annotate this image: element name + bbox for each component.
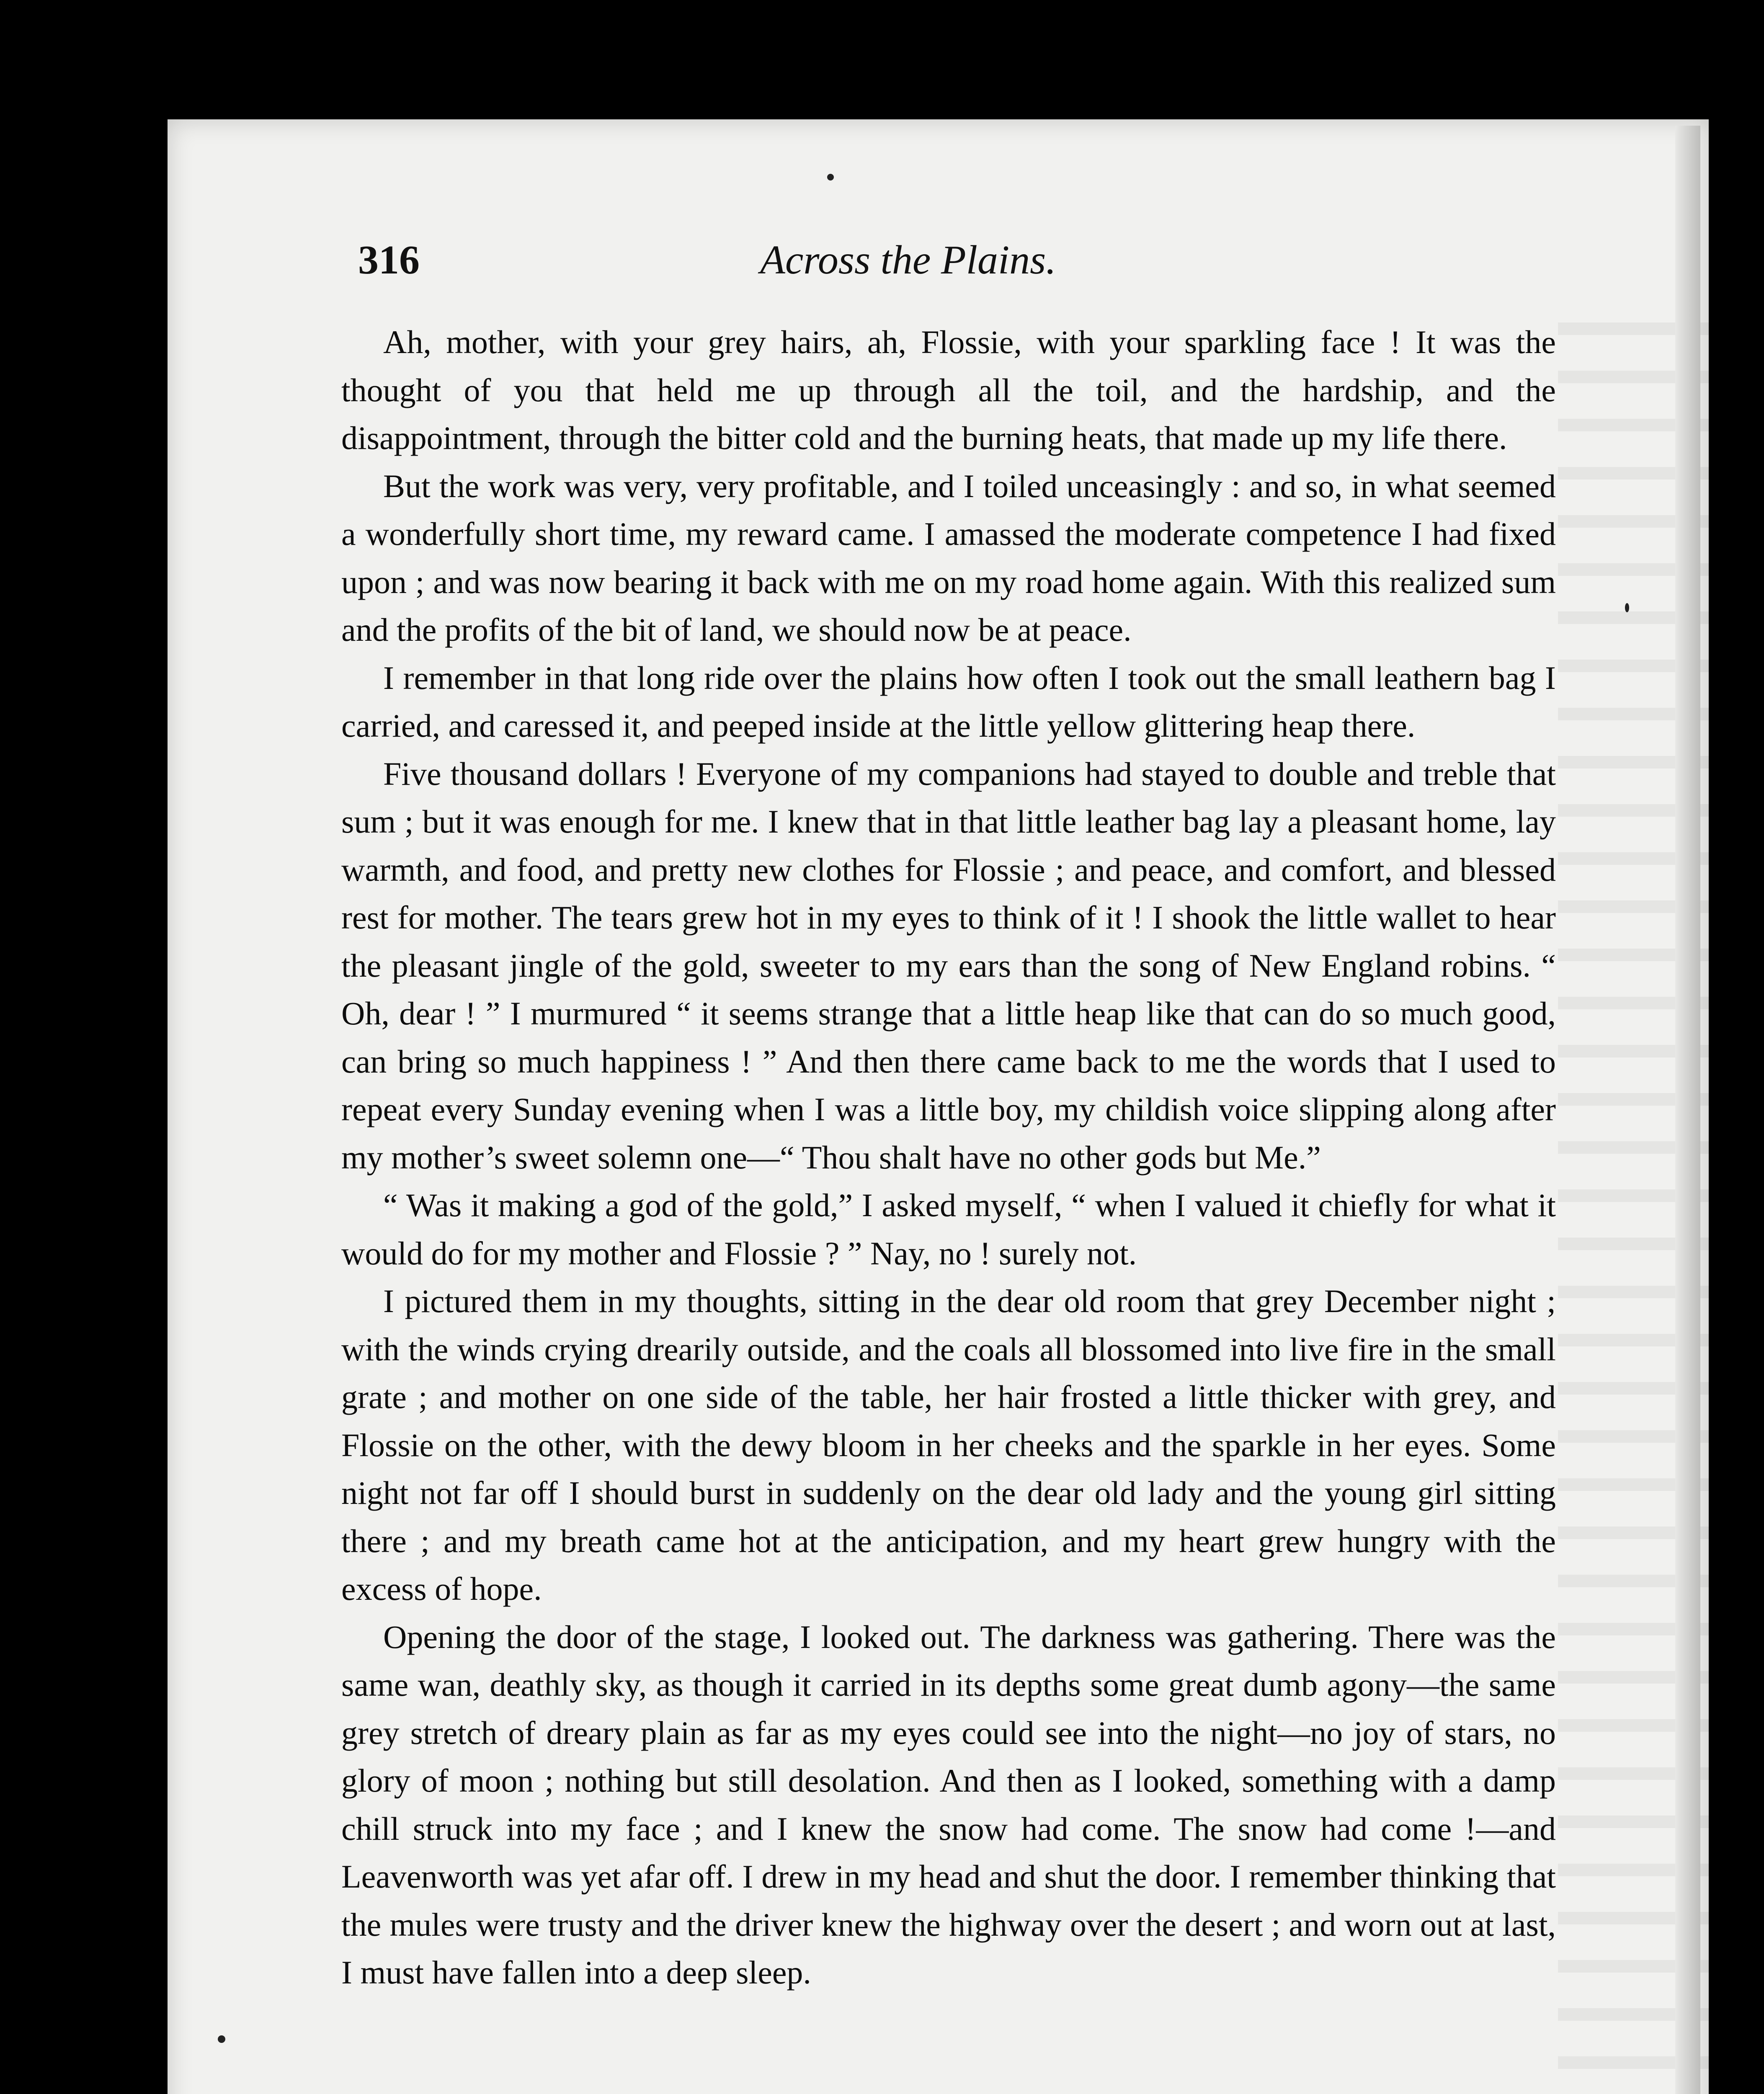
paragraph: Ah, mother, with your grey hairs, ah, Flossie, with your sparkling face ! It was the thought of you that held me up through all the toil, and the hardship, and the disappointment, through the bitter cold and the burning heats, that made up my life there. — [341, 324, 1556, 456]
ink-speck — [827, 174, 834, 181]
ink-speck — [218, 2035, 225, 2043]
page-header — [358, 237, 1564, 287]
paragraph: Opening the door of the stage, I looked out. The darkness was gathering. There was the same wan, deathly sky, as though it carried in its depths some great dumb agony—the same grey stretch of dreary plain as far as my eyes could see into the night—no joy of stars, no glory of moon ; nothing but still desolation. And then as I looked, something with a damp chill struck into my face ; and I knew the snow had come. The snow had come !—and Leavenworth was yet afar off. I drew in my head and shut the door. I remember thinking that the mules were trusty and the driver knew the highway over the desert ; and worn out at last, I must have fallen into a deep sleep. — [341, 1618, 1556, 1991]
paragraph: But the work was very, very profitable, and I toiled unceasingly : and so, in what seemed a wonderfully short time, my reward came. I amassed the moderate competence I had fixed upon ; and was now bearing it back with me on my road home again. With this realized sum and the profits of the bit of land, we should now be at peace. — [341, 467, 1556, 648]
body-text — [341, 318, 1556, 1997]
page-gutter — [1675, 126, 1700, 2094]
paragraph: “ Was it making a god of the gold,” I asked myself, “ when I valued it chiefly for what it would do for my mother and Flossie ? ” Nay, no ! surely not. — [341, 1187, 1556, 1271]
paragraph: I remember in that long ride over the plains how often I took out the small leathern bag I carried, and caressed it, and peeped inside at the little yellow glittering heap there. — [341, 659, 1556, 744]
running-title: Across the Plains. — [760, 237, 1056, 283]
ink-speck — [1625, 603, 1629, 612]
page-number: 316 — [358, 237, 420, 283]
paragraph: Five thousand dollars ! Everyone of my companions had stayed to double and treble that sum ; but it was enough for me. I knew that in that little leather bag lay a pleasant home, lay warmth, and food, and pretty new clothes for Flossie ; and peace, and comfort, and blessed rest for mother. The tears grew hot in my eyes to think of it ! I shook the little wallet to hear the pleasant jingle of the gold, sweeter to my ears than the song of New England robins. “ Oh, dear ! ” I murmured “ it seems strange that a little heap like that can do so much good, can bring so much happiness ! ” And then there came back to me the words that I used to repeat every Sunday evening when I was a little boy, my childish voice slipping along after my mother’s sweet solemn one—“ Thou shalt have no other gods but Me.” — [341, 755, 1556, 1176]
paragraph: I pictured them in my thoughts, sitting in the dear old room that grey December night ; with the winds crying drearily outside, and the coals all blossomed into live fire in the small grate ; and mother on one side of the table, her hair frosted a little thicker with grey, and Flossie on the other, with the dewy bloom in her cheeks and the sparkle in her eyes. Some night not far off I should burst in suddenly on the dear old lady and the young girl sitting there ; and my breath came hot at the anticipation, and my heart grew hungry with the excess of hope. — [341, 1283, 1556, 1607]
